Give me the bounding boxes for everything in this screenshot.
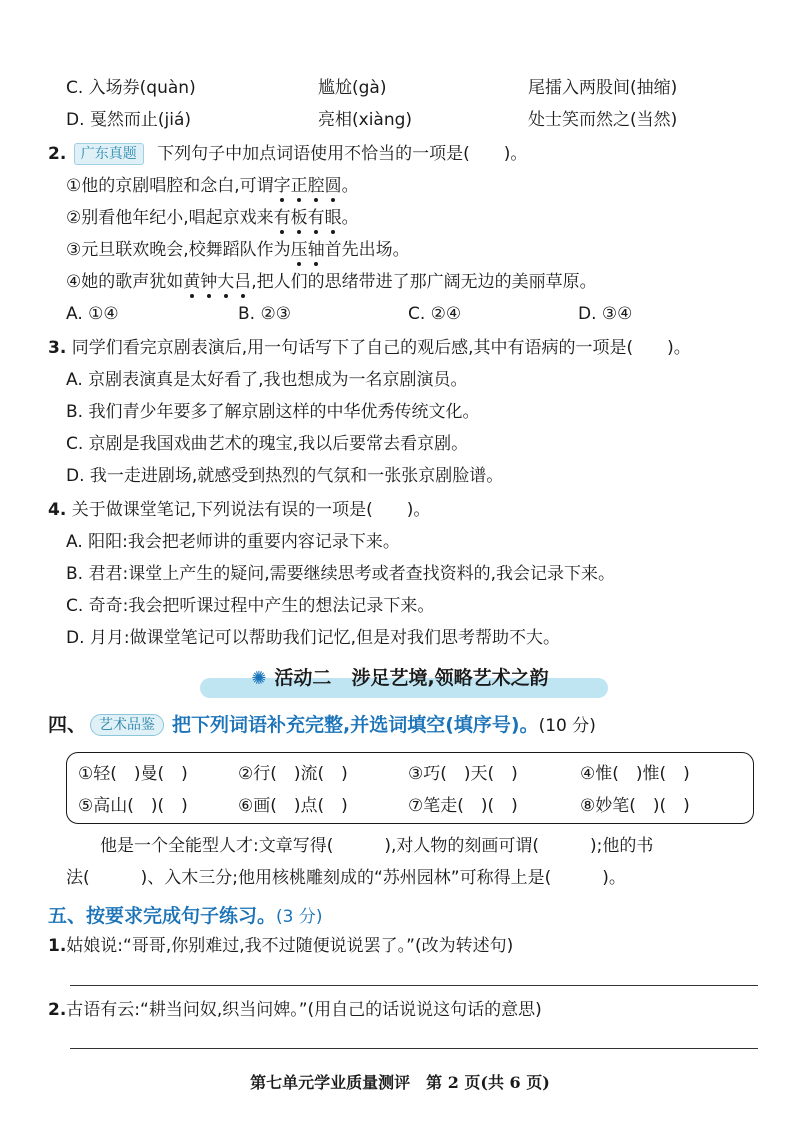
q3-stem-line <box>48 336 691 360</box>
sun-icon: ✺ <box>251 668 267 689</box>
q2-option-c: C. ②④ <box>408 304 462 324</box>
dotted-char: 腔 <box>307 176 325 196</box>
q2-source-tag: 广东真题 <box>74 143 144 165</box>
answer-line-1[interactable] <box>70 985 758 986</box>
q2-s4-pre: ④她的歌声犹如 <box>66 272 184 292</box>
answer-line-2[interactable] <box>70 1048 758 1049</box>
q2-number: 2. <box>48 144 67 164</box>
q4-option-a: A. 阳阳:我会把老师讲的重要内容记录下来。 <box>66 532 400 552</box>
q2-s1-pre: ①他的京剧唱腔和念白,可谓 <box>66 176 274 196</box>
q2-sentence-3 <box>66 238 410 262</box>
activity-title: 涉足艺境,领略艺术之韵 <box>351 667 549 689</box>
art-appreciation-tag: 艺术品鉴 <box>90 714 164 736</box>
section-5-q2 <box>48 998 542 1022</box>
s5-q1-text: 姑娘说:“哥哥,你别难过,我不过随便说说罢了。”(改为转述句) <box>66 936 514 956</box>
q4-option-d: D. 月月:做课堂笔记可以帮助我们记忆,但是对我们思考帮助不大。 <box>66 628 561 648</box>
q3-stem: 同学们看完京剧表演后,用一句话写下了自己的观后感,其中有语病的一项是( )。 <box>71 338 691 358</box>
q2-s3-pre: ③元旦联欢晚会,校舞蹈队作为 <box>66 240 291 260</box>
q2-sentence-1 <box>66 174 359 198</box>
q3-option-c: C. 京剧是我国戏曲艺术的瑰宝,我以后要常去看京剧。 <box>66 434 469 454</box>
section-5-q1 <box>48 934 513 958</box>
q2-s2-post: 。 <box>341 208 359 228</box>
dotted-char: 大 <box>217 272 235 292</box>
fill-paragraph-line-1: 他是一个全能型人才:文章写得( ),对人物的刻画可谓( );他的书 <box>100 836 654 856</box>
section-5-score: (3 分) <box>276 907 323 927</box>
activity-banner <box>0 664 800 693</box>
idiom-7: ⑦笔走( )( ) <box>408 796 518 816</box>
dotted-char: 眼 <box>324 208 342 228</box>
q1-option-d-3: 处士笑而然之(当然) <box>528 110 678 130</box>
idiom-8: ⑧妙笔( )( ) <box>580 796 690 816</box>
q2-s2-pre: ②别看他年纪小,唱起京戏来 <box>66 208 274 228</box>
dotted-char: 吕 <box>234 272 252 292</box>
q2-s3-post: 首先出场。 <box>324 240 410 260</box>
idiom-4: ④惟( )惟( ) <box>580 764 690 784</box>
q4-number: 4. <box>48 500 67 520</box>
q2-s1-post: 。 <box>341 176 359 196</box>
section-5-heading <box>48 904 323 929</box>
s5-q2-number: 2. <box>48 1000 67 1020</box>
q1-option-c-1: C. 入场券(quàn) <box>66 78 196 98</box>
q2-option-a: A. ①④ <box>66 304 119 324</box>
section-5-title: 五、按要求完成句子练习。 <box>48 905 277 927</box>
q4-option-b: B. 君君:课堂上产生的疑问,需要继续思考或者查找资料的,我会记录下来。 <box>66 564 616 584</box>
q1-option-d-2: 亮相(xiàng) <box>318 110 413 130</box>
dotted-char: 压 <box>290 240 308 260</box>
dotted-char: 正 <box>290 176 308 196</box>
q3-option-b: B. 我们青少年要多了解京剧这样的中华优秀传统文化。 <box>66 402 480 422</box>
q4-stem: 关于做课堂笔记,下列说法有误的一项是( )。 <box>71 500 431 520</box>
idiom-6: ⑥画( )点( ) <box>238 796 348 816</box>
dotted-char: 钟 <box>200 272 218 292</box>
idiom-1: ①轻( )曼( ) <box>78 764 188 784</box>
page-footer: 第七单元学业质量测评 第 2 页(共 6 页) <box>250 1073 550 1092</box>
idiom-3: ③巧( )天( ) <box>408 764 518 784</box>
q2-option-d: D. ③④ <box>578 304 633 324</box>
q2-stem: 下列句子中加点词语使用不恰当的一项是( )。 <box>157 144 528 164</box>
q1-option-c-3: 尾擂入两股间(抽缩) <box>528 78 678 98</box>
q3-option-d: D. 我一走进剧场,就感受到热烈的气氛和一张张京剧脸谱。 <box>66 466 504 486</box>
q2-option-b: B. ②③ <box>238 304 291 324</box>
dotted-char: 有 <box>273 208 291 228</box>
section-4-score: (10 分) <box>538 716 596 736</box>
q1-option-c-2: 尴尬(gà) <box>318 78 387 98</box>
dotted-char: 字 <box>273 176 291 196</box>
q1-option-d-1: D. 戛然而止(jiá) <box>66 110 192 130</box>
section-4-heading <box>48 713 596 738</box>
section-4-number: 四、 <box>48 714 87 736</box>
dotted-char: 圆 <box>324 176 342 196</box>
dotted-char: 轴 <box>307 240 325 260</box>
idiom-5: ⑤高山( )( ) <box>78 796 188 816</box>
section-4-instruction: 把下列词语补充完整,并选词填空(填序号)。 <box>172 714 539 736</box>
q2-stem-line <box>48 142 527 166</box>
dotted-char: 黄 <box>183 272 201 292</box>
fill-paragraph-line-2: 法( )、入木三分;他用核桃雕刻成的“苏州园林”可称得上是( )。 <box>66 868 626 888</box>
s5-q1-number: 1. <box>48 936 67 956</box>
idiom-2: ②行( )流( ) <box>238 764 348 784</box>
q2-s4-post: ,把人们的思绪带进了那广阔无边的美丽草原。 <box>251 272 597 292</box>
q3-option-a: A. 京剧表演真是太好看了,我也想成为一名京剧演员。 <box>66 370 468 390</box>
dotted-char: 有 <box>307 208 325 228</box>
dotted-char: 板 <box>290 208 308 228</box>
q2-sentence-4 <box>66 270 597 294</box>
q4-stem-line <box>48 498 430 522</box>
s5-q2-text: 古语有云:“耕当问奴,织当问婢。”(用自己的话说说这句话的意思) <box>66 1000 542 1020</box>
q3-number: 3. <box>48 338 67 358</box>
activity-label: 活动二 <box>274 667 332 689</box>
q4-option-c: C. 奇奇:我会把听课过程中产生的想法记录下来。 <box>66 596 435 616</box>
q2-sentence-2 <box>66 206 359 230</box>
